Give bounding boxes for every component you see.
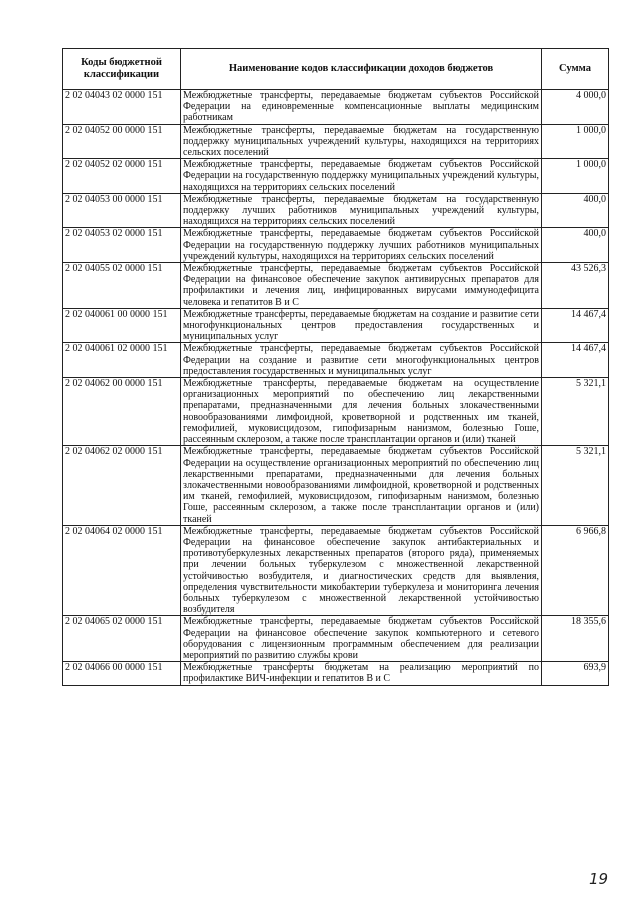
table-row bbox=[63, 446, 609, 525]
table-row bbox=[63, 616, 609, 662]
row-name: Межбюджетные трансферты бюджетам на реализацию мероприятий по профилактике ВИЧ-инфекции и гепатитов В и С bbox=[181, 662, 542, 685]
row-sum: 4 000,0 bbox=[542, 90, 609, 125]
row-code: 2 02 04043 02 0000 151 bbox=[63, 90, 181, 125]
row-name: Межбюджетные трансферты, передаваемые бюджетам на государственную поддержку лучших работников муниципальных учреждений культуры, находящихся на территориях сельских поселений bbox=[181, 193, 542, 228]
row-sum: 14 467,4 bbox=[542, 308, 609, 343]
table-row bbox=[63, 308, 609, 343]
row-sum: 14 467,4 bbox=[542, 343, 609, 378]
header-code: Коды бюджетной классификации bbox=[63, 49, 181, 90]
row-code: 2 02 04052 02 0000 151 bbox=[63, 159, 181, 194]
row-name: Межбюджетные трансферты, передаваемые бюджетам субъектов Российской Федерации на осуществление организационных мероприятий по обеспечению лиц лекарственными препаратами, предназначенными для лечения больных злокачественными новообразованиями лимфоидной, кроветворной и родственных им тканей, гемофилией, муковисцидозом, гипофизарным нанизмом, болезнью Гоше, рассеянным склерозом, а также после трансплантации органов и (или) тканей bbox=[181, 446, 542, 525]
row-name: Межбюджетные трансферты, передаваемые бюджетам на создание и развитие сети многофункциональных центров предоставления государственных и муниципальных услуг bbox=[181, 308, 542, 343]
row-code: 2 02 04062 00 0000 151 bbox=[63, 378, 181, 446]
row-code: 2 02 040061 02 0000 151 bbox=[63, 343, 181, 378]
row-code: 2 02 04055 02 0000 151 bbox=[63, 263, 181, 309]
row-code: 2 02 04066 00 0000 151 bbox=[63, 662, 181, 685]
row-sum: 1 000,0 bbox=[542, 159, 609, 194]
table-row bbox=[63, 193, 609, 228]
table-row bbox=[63, 124, 609, 159]
table-row bbox=[63, 228, 609, 263]
row-code: 2 02 04064 02 0000 151 bbox=[63, 525, 181, 616]
row-code: 2 02 04065 02 0000 151 bbox=[63, 616, 181, 662]
header-sum: Сумма bbox=[542, 49, 609, 90]
header-row bbox=[63, 49, 609, 90]
row-name: Межбюджетные трансферты, передаваемые бюджетам субъектов Российской Федерации на финансовое обеспечение закупок антивирусных препаратов для профилактики и лечения лиц, инфицированных вирусами иммунодефицита человека и гепатитов В и С bbox=[181, 263, 542, 309]
table-header bbox=[63, 49, 609, 90]
row-name: Межбюджетные трансферты, передаваемые бюджетам субъектов Российской Федерации на финансовое обеспечение закупок антибактериальных и противотуберкулезных лекарственных препаратов (второго ряда), применяемых при лечении больных туберкулезом с множественной лекарственной устойчивостью возбудителя, и диагностических средств для выявления, определения чувствительности микобактерии туберкулеза и мониторинга лечения больных туберкулезом с множественной лекарственной устойчивостью возбудителя bbox=[181, 525, 542, 616]
row-code: 2 02 04052 00 0000 151 bbox=[63, 124, 181, 159]
row-name: Межбюджетные трансферты, передаваемые бюджетам субъектов Российской Федерации на государственную поддержку муниципальных учреждений культуры, находящихся на территориях сельских поселений bbox=[181, 159, 542, 194]
row-sum: 400,0 bbox=[542, 228, 609, 263]
row-sum: 43 526,3 bbox=[542, 263, 609, 309]
table-row bbox=[63, 525, 609, 616]
row-code: 2 02 04062 02 0000 151 bbox=[63, 446, 181, 525]
row-sum: 5 321,1 bbox=[542, 378, 609, 446]
row-name: Межбюджетные трансферты, передаваемые бюджетам на государственную поддержку муниципальных учреждений культуры, находящихся на территориях сельских поселений bbox=[181, 124, 542, 159]
table-row bbox=[63, 159, 609, 194]
table-row bbox=[63, 378, 609, 446]
row-name: Межбюджетные трансферты, передаваемые бюджетам субъектов Российской Федерации на создание и развитие сети многофункциональных центров предоставления государственных и муниципальных услуг bbox=[181, 343, 542, 378]
row-code: 2 02 04053 02 0000 151 bbox=[63, 228, 181, 263]
row-name: Межбюджетные трансферты, передаваемые бюджетам субъектов Российской Федерации на финансовое обеспечение закупок компьютерного и сетевого оборудования с лицензионным программным обеспечением для реализации мероприятий по развитию службы крови bbox=[181, 616, 542, 662]
table-body bbox=[63, 90, 609, 686]
table-row bbox=[63, 343, 609, 378]
row-sum: 400,0 bbox=[542, 193, 609, 228]
row-sum: 5 321,1 bbox=[542, 446, 609, 525]
budget-revenue-table bbox=[62, 48, 609, 686]
table-row bbox=[63, 662, 609, 685]
row-sum: 6 966,8 bbox=[542, 525, 609, 616]
page-number: 19 bbox=[589, 870, 609, 888]
row-code: 2 02 04053 00 0000 151 bbox=[63, 193, 181, 228]
row-code: 2 02 040061 00 0000 151 bbox=[63, 308, 181, 343]
row-name: Межбюджетные трансферты, передаваемые бюджетам на осуществление организационных мероприятий по обеспечению лиц лекарственными препаратами, предназначенными для лечения больных злокачественными новообразованиями лимфоидной, кроветворной и родственных им тканей, гемофилией, муковисцидозом, гипофизарным нанизмом, болезнью Гоше, рассеянным склерозом, а также после трансплантации органов и (или) тканей bbox=[181, 378, 542, 446]
row-name: Межбюджетные трансферты, передаваемые бюджетам субъектов Российской Федерации на государственную поддержку лучших работников муниципальных учреждений культуры, находящихся на территориях сельских поселений bbox=[181, 228, 542, 263]
row-sum: 1 000,0 bbox=[542, 124, 609, 159]
row-name: Межбюджетные трансферты, передаваемые бюджетам субъектов Российской Федерации на единовременные компенсационные выплаты медицинским работникам bbox=[181, 90, 542, 125]
row-sum: 18 355,6 bbox=[542, 616, 609, 662]
table-row bbox=[63, 90, 609, 125]
header-name: Наименование кодов классификации доходов бюджетов bbox=[181, 49, 542, 90]
row-sum: 693,9 bbox=[542, 662, 609, 685]
table-row bbox=[63, 263, 609, 309]
